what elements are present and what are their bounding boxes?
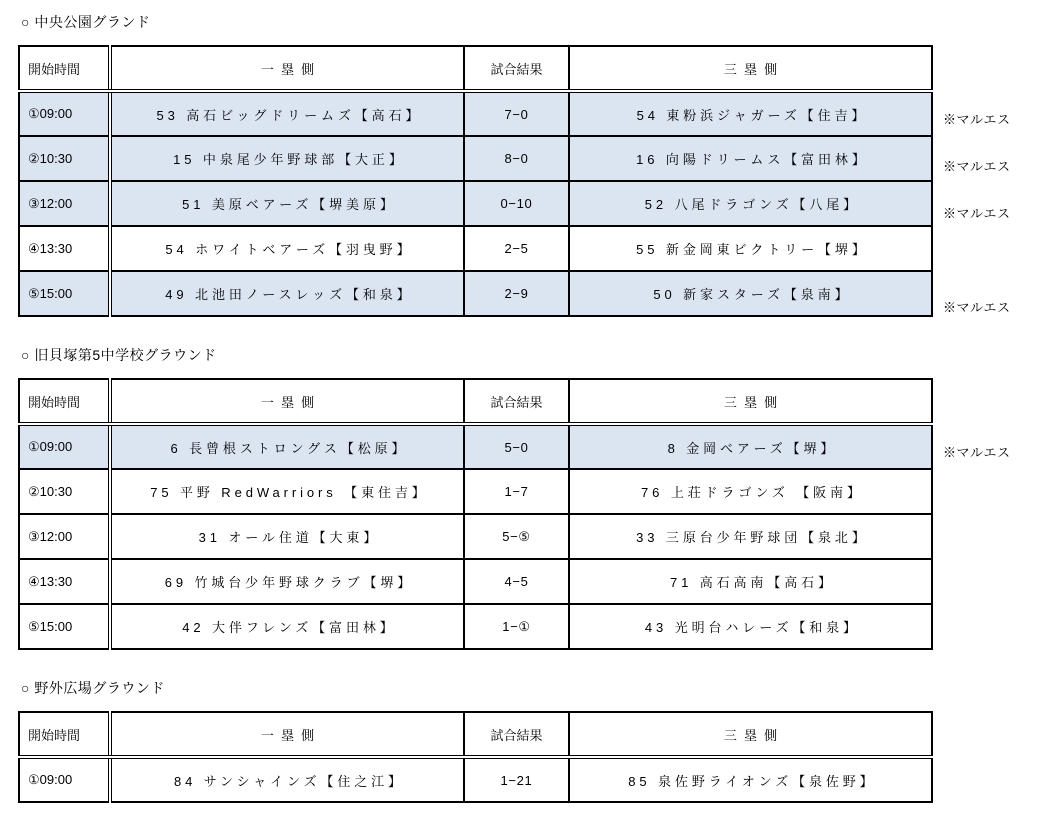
start-time-cell: ②10:30 <box>19 136 110 181</box>
remarks-header-spacer <box>943 378 1011 428</box>
third-base-team-cell: 85 泉佐野ライオンズ【泉佐野】 <box>569 757 932 802</box>
game-row <box>19 757 932 802</box>
third-base-header: 三塁側 <box>569 712 932 757</box>
third-base-team-cell: 76 上荘ドラゴンズ 【阪南】 <box>569 469 932 514</box>
start-time-cell: ②10:30 <box>19 469 110 514</box>
first-base-team-cell: 42 大伴フレンズ【富田林】 <box>110 604 464 649</box>
game-row <box>19 559 932 604</box>
ground-body <box>18 711 1037 808</box>
third-base-team-cell: 33 三原台少年野球団【泉北】 <box>569 514 932 559</box>
start-time-cell: ①09:00 <box>19 757 110 802</box>
maruesu-remark: ※マルエス <box>943 112 1011 127</box>
header-row <box>19 379 932 424</box>
header-row <box>19 712 932 757</box>
result-cell: 0−10 <box>464 181 569 226</box>
game-row <box>19 91 932 136</box>
result-cell: 1−① <box>464 604 569 649</box>
result-cell: 5−0 <box>464 424 569 469</box>
maruesu-remark <box>943 569 1011 616</box>
result-cell: 1−7 <box>464 469 569 514</box>
game-row <box>19 424 932 469</box>
first-base-team-cell: 54 ホワイトベアーズ【羽曳野】 <box>110 226 464 271</box>
maruesu-remark: ※マルエス <box>943 300 1011 315</box>
result-cell: 2−5 <box>464 226 569 271</box>
remarks-column <box>933 711 943 808</box>
first-base-team-cell: 15 中泉尾少年野球部【大正】 <box>110 136 464 181</box>
result-cell: 8−0 <box>464 136 569 181</box>
first-base-header: 一塁側 <box>110 379 464 424</box>
result-header: 試合結果 <box>464 379 569 424</box>
ground-title: ○ 旧貝塚第5中学校グラウンド <box>21 347 217 363</box>
start-time-cell: ⑤15:00 <box>19 271 110 316</box>
result-cell: 5−⑤ <box>464 514 569 559</box>
first-base-header: 一塁側 <box>110 712 464 757</box>
first-base-header: 一塁側 <box>110 46 464 91</box>
start-time-header: 開始時間 <box>19 46 110 91</box>
third-base-team-cell: 50 新家スターズ【泉南】 <box>569 271 932 316</box>
first-base-team-cell: 75 平野 RedWarriors 【東住吉】 <box>110 469 464 514</box>
first-base-team-cell: 69 竹城台少年野球クラブ【堺】 <box>110 559 464 604</box>
remarks-column <box>933 45 1011 330</box>
start-time-cell: ①09:00 <box>19 91 110 136</box>
start-time-header: 開始時間 <box>19 379 110 424</box>
third-base-header: 三塁側 <box>569 46 932 91</box>
ground-title: ○ 中央公園グランド <box>21 14 151 30</box>
game-row <box>19 469 932 514</box>
game-row <box>19 226 932 271</box>
start-time-cell: ③12:00 <box>19 514 110 559</box>
maruesu-remark <box>943 522 1011 569</box>
maruesu-remark <box>943 475 1011 522</box>
schedule-table <box>18 45 933 317</box>
remarks-column <box>933 378 1011 663</box>
ground-body <box>18 378 1037 663</box>
game-row <box>19 181 932 226</box>
result-cell: 1−21 <box>464 757 569 802</box>
third-base-team-cell: 54 東粉浜ジャガーズ【住吉】 <box>569 91 932 136</box>
maruesu-remark: ※マルエス <box>943 445 1011 460</box>
start-time-cell: ①09:00 <box>19 424 110 469</box>
game-row <box>19 514 932 559</box>
game-row <box>19 604 932 649</box>
ground-section-yagai-hiroba <box>18 680 1037 808</box>
first-base-team-cell: 84 サンシャインズ【住之江】 <box>110 757 464 802</box>
result-cell: 4−5 <box>464 559 569 604</box>
third-base-team-cell: 16 向陽ドリームス【富田林】 <box>569 136 932 181</box>
game-row <box>19 136 932 181</box>
maruesu-remark <box>943 236 1011 283</box>
third-base-team-cell: 8 金岡ベアーズ【堺】 <box>569 424 932 469</box>
first-base-team-cell: 6 長曾根ストロングス【松原】 <box>110 424 464 469</box>
ground-section-kaizuka-5th-jhs <box>18 347 1037 663</box>
schedule-table <box>18 711 933 803</box>
third-base-team-cell: 55 新金岡東ビクトリー【堺】 <box>569 226 932 271</box>
first-base-team-cell: 49 北池田ノースレッズ【和泉】 <box>110 271 464 316</box>
result-cell: 7−0 <box>464 91 569 136</box>
first-base-team-cell: 31 オール住道【大東】 <box>110 514 464 559</box>
maruesu-remark: ※マルエス <box>943 159 1011 174</box>
ground-body <box>18 45 1037 330</box>
ground-section-central-park <box>18 14 1037 330</box>
start-time-header: 開始時間 <box>19 712 110 757</box>
maruesu-remark <box>943 616 1011 663</box>
start-time-cell: ④13:30 <box>19 226 110 271</box>
result-cell: 2−9 <box>464 271 569 316</box>
start-time-cell: ④13:30 <box>19 559 110 604</box>
first-base-team-cell: 53 高石ビッグドリームズ【高石】 <box>110 91 464 136</box>
third-base-team-cell: 71 高石高南【高石】 <box>569 559 932 604</box>
start-time-cell: ③12:00 <box>19 181 110 226</box>
remarks-header-spacer <box>943 45 1011 95</box>
third-base-team-cell: 52 八尾ドラゴンズ【八尾】 <box>569 181 932 226</box>
ground-title: ○ 野外広場グラウンド <box>21 680 165 696</box>
third-base-team-cell: 43 光明台ハレーズ【和泉】 <box>569 604 932 649</box>
third-base-header: 三塁側 <box>569 379 932 424</box>
header-row <box>19 46 932 91</box>
start-time-cell: ⑤15:00 <box>19 604 110 649</box>
result-header: 試合結果 <box>464 46 569 91</box>
maruesu-remark: ※マルエス <box>943 206 1011 221</box>
result-header: 試合結果 <box>464 712 569 757</box>
first-base-team-cell: 51 美原ベアーズ【堺美原】 <box>110 181 464 226</box>
schedule-table <box>18 378 933 650</box>
game-row <box>19 271 932 316</box>
